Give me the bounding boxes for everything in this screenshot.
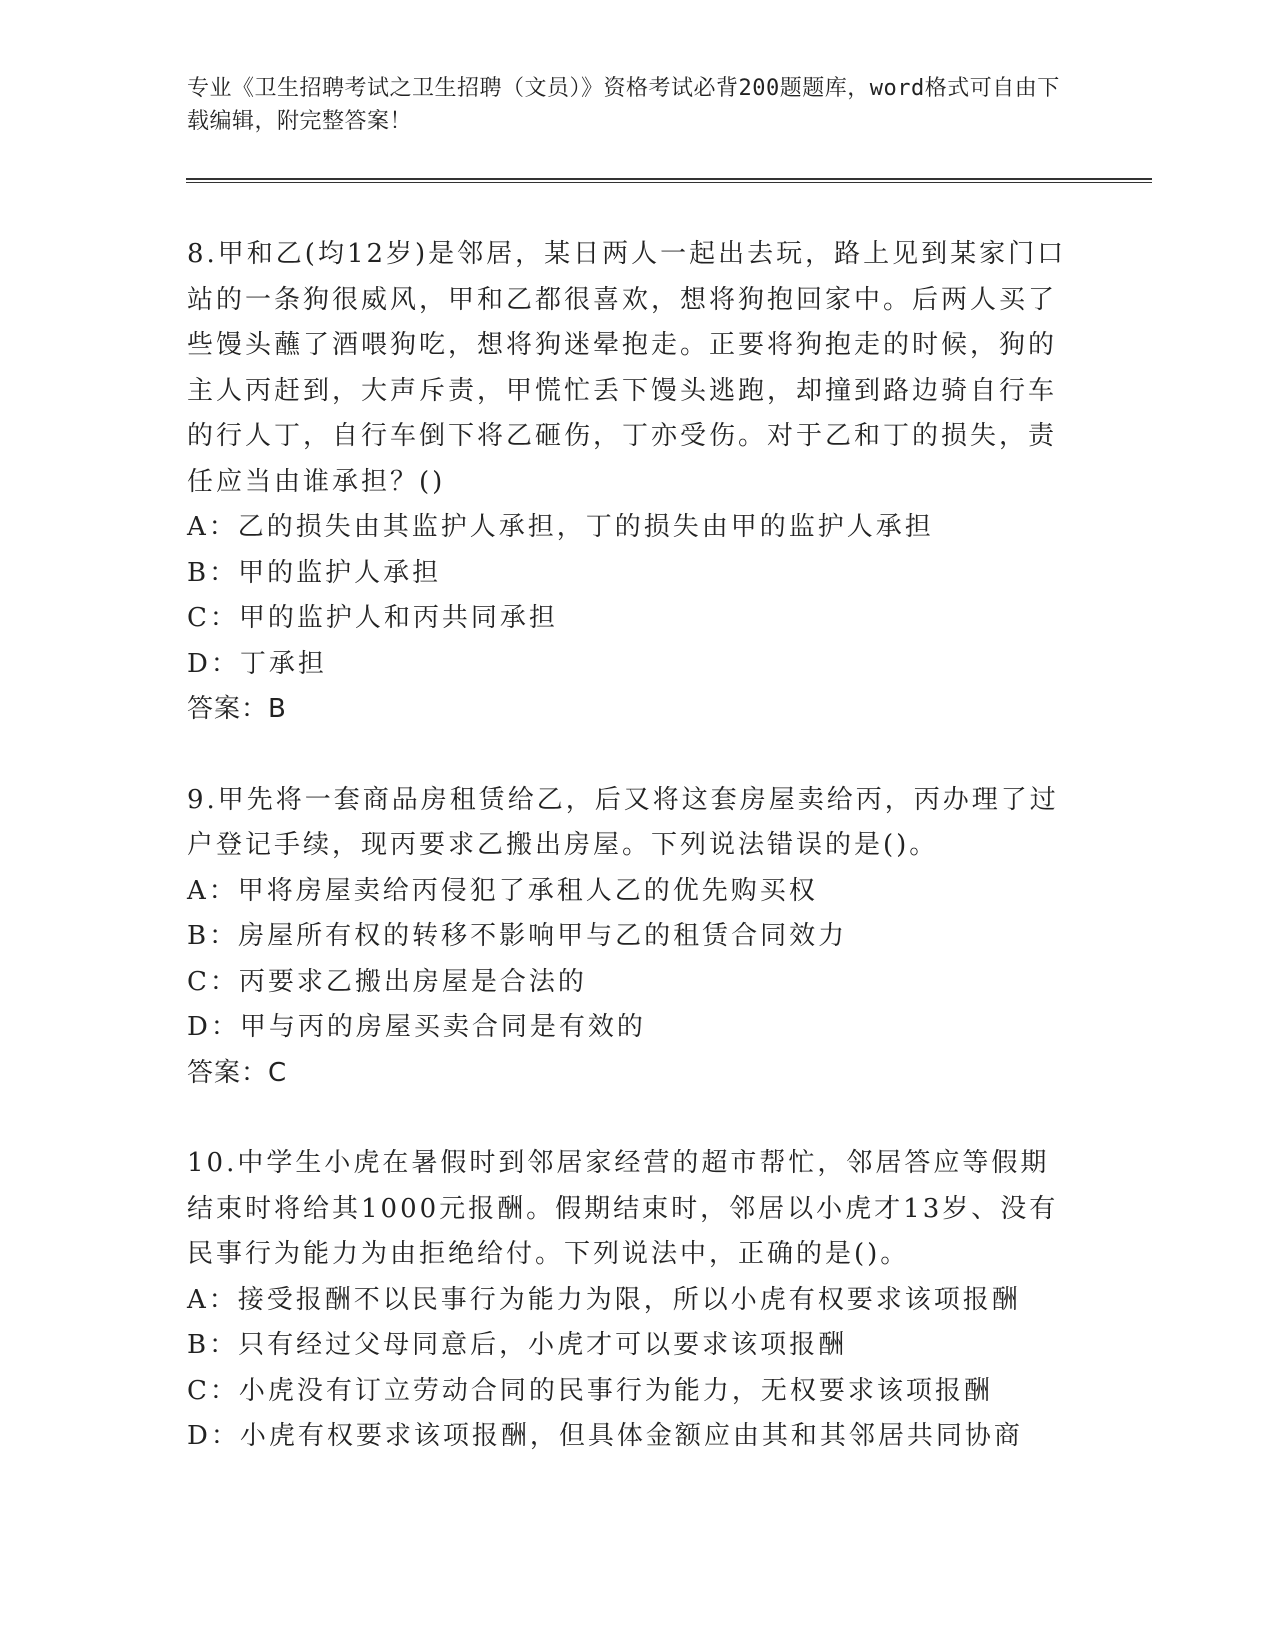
question-10: [187, 1141, 1067, 1460]
option-b: B：只有经过父母同意后，小虎才可以要求该项报酬: [187, 1330, 848, 1360]
option-d: D：甲与丙的房屋买卖合同是有效的: [187, 1012, 646, 1042]
document-header: 专业《卫生招聘考试之卫生招聘（文员）》资格考试必背200题题库，word格式可自由下载编辑，附完整答案！: [187, 76, 1060, 134]
option-d: D：丁承担: [187, 648, 327, 679]
header-divider: [186, 178, 1152, 183]
option-c: C：甲的监护人和丙共同承担: [187, 603, 558, 633]
question-stem: 9.甲先将一套商品房租赁给乙，后又将这套房屋卖给丙，丙办理了过户登记手续，现丙要求乙搬出房屋。下列说法错误的是()。: [187, 784, 1059, 860]
answer: 答案：C: [187, 1057, 288, 1088]
option-a: A：甲将房屋卖给丙侵犯了承租人乙的优先购买权: [187, 875, 818, 906]
question-8: [187, 232, 1067, 733]
option-d: D：小虎有权要求该项报酬，但具体金额应由其和其邻居共同协商: [187, 1421, 1023, 1451]
question-9: [187, 778, 1067, 1097]
option-b: B：甲的监护人承担: [187, 557, 442, 588]
question-list: [187, 232, 1067, 1505]
option-a: A：乙的损失由其监护人承担，丁的损失由甲的监护人承担: [187, 512, 934, 542]
question-stem: 10.中学生小虎在暑假时到邻居家经营的超市帮忙，邻居答应等假期结束时将给其1000元报酬。假期结束时，邻居以小虎才13岁、没有民事行为能力为由拒绝给付。下列说法中，正确的是()。: [187, 1148, 1059, 1269]
question-stem: 8.甲和乙(均12岁)是邻居，某日两人一起出去玩，路上见到某家门口站的一条狗很威风，甲和乙都很喜欢，想将狗抱回家中。后两人买了些馒头蘸了酒喂狗吃，想将狗迷晕抱走。正要将狗抱走的时候，狗的主人丙赶到，大声斥责，甲慌忙丢下馒头逃跑，却撞到路边骑自行车的行人丁，自行车倒下将乙砸伤，丁亦受伤。对于乙和丁的损失，责任应当由谁承担？(): [187, 239, 1067, 497]
option-c: C：小虎没有订立劳动合同的民事行为能力，无权要求该项报酬: [187, 1375, 993, 1406]
option-c: C：丙要求乙搬出房屋是合法的: [187, 966, 587, 997]
option-a: A：接受报酬不以民事行为能力为限，所以小虎有权要求该项报酬: [187, 1284, 1021, 1315]
option-b: B：房屋所有权的转移不影响甲与乙的租赁合同效力: [187, 921, 848, 951]
answer: 答案：B: [187, 694, 287, 724]
